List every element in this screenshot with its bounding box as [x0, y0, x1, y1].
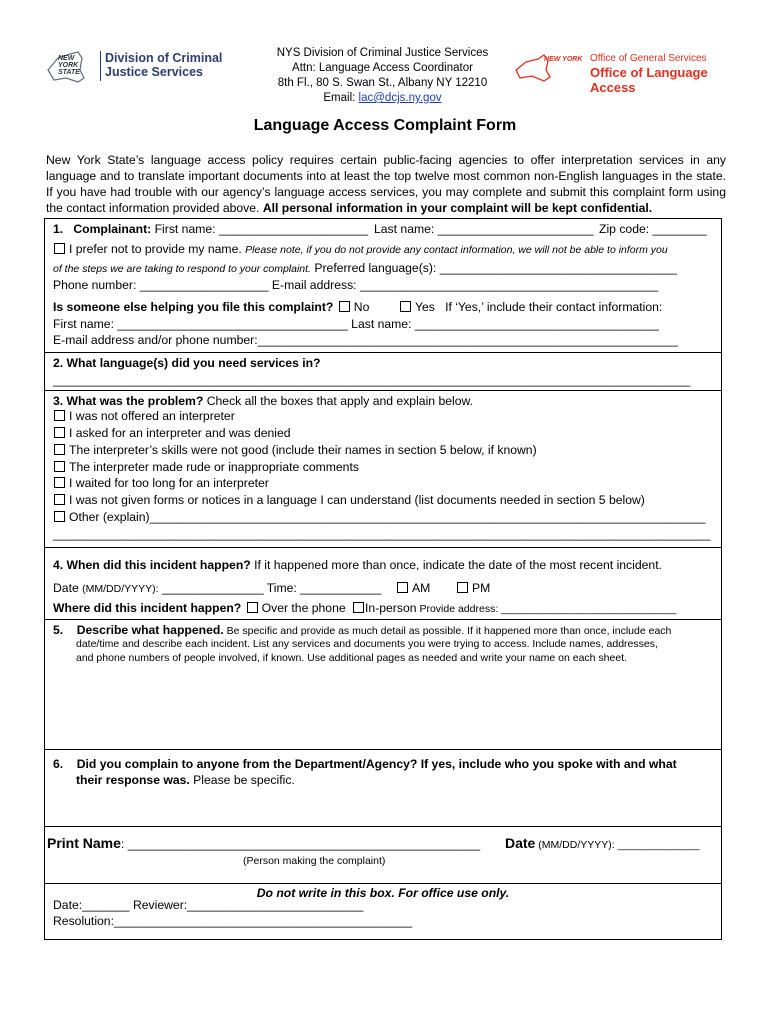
- contact-note-b: of the steps we are taking to respond to your complaint.: [53, 263, 311, 275]
- email-label: Email:: [323, 92, 359, 104]
- helper-name-field[interactable]: First name: __________________________________ Last name: ____________________________________: [53, 317, 659, 331]
- helper-yes-checkbox[interactable]: [400, 301, 411, 312]
- form-title: Language Access Complaint Form: [253, 117, 517, 134]
- address-line-3: 8th Fl., 80 S. Swan St., Albany NY 12210: [277, 77, 488, 89]
- logo-left-word-3: STATE: [58, 69, 80, 76]
- problem-checkbox-3[interactable]: [54, 444, 65, 455]
- address-field[interactable]: Provide address: ______________________________: [416, 603, 677, 615]
- email-link[interactable]: lac@dcjs.ny.gov: [358, 92, 442, 104]
- where-line: [53, 601, 676, 615]
- section-6-number: 6.: [53, 757, 64, 771]
- problem-checkbox-4[interactable]: [54, 461, 65, 472]
- problem-extra-line[interactable]: _________________________________________________________________________________________________: [53, 527, 711, 541]
- print-name-line: [47, 835, 480, 851]
- incident-date-time-field[interactable]: _______________ Time: ____________: [158, 581, 382, 595]
- logo-left-word-2: YORK: [58, 62, 79, 69]
- problem-option-4: [54, 460, 359, 474]
- section-5-text-1: Be specific and provide as much detail as possible. If it happened more than once, include each: [223, 625, 672, 637]
- section-3-line: [53, 394, 473, 408]
- problem-label-6: I was not given forms or notices in a language I can understand (list documents needed in section 5 below): [69, 493, 645, 507]
- preferred-language-field[interactable]: Preferred language(s): ___________________________________: [310, 261, 677, 275]
- incident-date-format: (MM/DD/YYYY):: [82, 583, 159, 595]
- last-name-field[interactable]: Last name: _______________________: [374, 222, 594, 236]
- problem-option-1: [54, 409, 235, 423]
- helper-question-line: [53, 300, 369, 314]
- section-6-line-2: [76, 773, 295, 787]
- section-6-bold: their response was.: [76, 773, 190, 787]
- section-2-question: 2. What language(s) did you need services in?: [53, 356, 321, 370]
- helper-yes-label: Yes: [415, 300, 435, 314]
- problem-label-3: The interpreter’s skills were not good (include their names in section 5 below, if known): [69, 443, 537, 457]
- section-5-line-1: [53, 623, 671, 637]
- problem-label-4: The interpreter made rude or inappropriate comments: [69, 460, 359, 474]
- divider-3: [44, 547, 722, 548]
- pm-option: [457, 581, 490, 595]
- print-name-label: Print Name: [47, 835, 121, 851]
- date-time-line: [53, 581, 382, 595]
- section-6-line-1: [53, 757, 677, 771]
- problem-option-2: [54, 426, 291, 440]
- helper-no-label: No: [353, 300, 370, 314]
- problem-checkbox-7[interactable]: [54, 511, 65, 522]
- language-answer-field[interactable]: ______________________________________________________________________________________________: [53, 373, 691, 387]
- section-4-instruction: If it happened more than once, indicate the date of the most recent incident.: [250, 558, 662, 572]
- divider-6: [44, 826, 722, 827]
- helper-question: Is someone else helping you file this complaint?: [53, 300, 334, 314]
- problem-option-3: [54, 443, 537, 457]
- section-5-text-3: and phone numbers of people involved, if known. Use additional pages as needed and write your name on each sheet.: [76, 652, 628, 664]
- contact-note-a: Please note, if you do not provide any contact information, we will not be able to inform you: [245, 244, 668, 256]
- section-5-number: 5.: [53, 623, 64, 637]
- pm-checkbox[interactable]: [457, 582, 468, 593]
- section-3-instruction: Check all the boxes that apply and explain below.: [203, 394, 473, 408]
- sign-date-label: Date: [505, 835, 536, 851]
- divider-4: [44, 619, 722, 620]
- section-6-question: Did you complain to anyone from the Department/Agency? If yes, include who you spoke with and what: [76, 757, 677, 771]
- logo-right-state: NEW YORK: [544, 56, 583, 63]
- logo-left-name-1: Division of Criminal: [105, 51, 223, 65]
- section-1-number: 1.: [53, 222, 64, 236]
- problem-checkbox-5[interactable]: [54, 477, 65, 488]
- logo-right-line-2: Office of Language Access: [590, 65, 708, 95]
- problem-checkbox-1[interactable]: [54, 410, 65, 421]
- sign-caption: (Person making the complaint): [243, 855, 386, 867]
- logo-divider: [100, 51, 101, 81]
- office-date-reviewer: Date:_______ Reviewer:__________________________: [53, 898, 364, 912]
- note-pref-lang-line: [53, 261, 677, 275]
- logo-left-word-1: NEW: [58, 55, 75, 62]
- divider-1: [44, 352, 722, 353]
- prefer-not-line: [54, 242, 668, 256]
- sign-date-field[interactable]: (MM/DD/YYYY): ______________: [535, 839, 700, 851]
- problem-checkbox-6[interactable]: [54, 494, 65, 505]
- helper-no-checkbox[interactable]: [339, 301, 350, 312]
- problem-option-6: [54, 493, 645, 507]
- problem-label-5: I waited for too long for an interpreter: [69, 476, 269, 490]
- divider-5: [44, 749, 722, 750]
- section-6-rest: Please be specific.: [189, 773, 295, 787]
- pm-label: PM: [472, 581, 491, 595]
- office-use-title: Do not write in this box. For office use only.: [256, 886, 510, 900]
- section-3-question: 3. What was the problem?: [53, 394, 204, 408]
- problem-option-7: [54, 510, 705, 524]
- am-label: AM: [412, 581, 431, 595]
- first-name-field[interactable]: First name: ______________________: [151, 222, 369, 236]
- in-person-label: In-person: [365, 601, 417, 615]
- address-line-2: Attn: Language Access Coordinator: [292, 62, 473, 74]
- problem-checkbox-2[interactable]: [54, 427, 65, 438]
- ogs-ola-logo: [514, 52, 739, 95]
- office-resolution: Resolution:____________________________________________: [53, 914, 413, 928]
- incident-date-label: Date: [53, 581, 83, 595]
- agency-address: [235, 46, 530, 106]
- helper-if-yes: If ‘Yes,’ include their contact information:: [445, 300, 663, 314]
- description-area[interactable]: [46, 667, 720, 747]
- helper-yes-line: [400, 300, 662, 314]
- divider-2: [44, 390, 722, 391]
- am-checkbox[interactable]: [397, 582, 408, 593]
- prefer-not-label: I prefer not to provide my name.: [69, 242, 242, 256]
- section-4-question: 4. When did this incident happen?: [53, 558, 251, 572]
- complainant-label: Complainant:: [73, 222, 152, 236]
- over-phone-label: Over the phone: [261, 601, 346, 615]
- zip-code-field[interactable]: Zip code: ________: [599, 222, 707, 236]
- intro-paragraph: [46, 152, 726, 216]
- intro-confidential: All personal information in your complaint will be kept confidential.: [262, 201, 653, 215]
- section-4-line: [53, 558, 662, 572]
- print-name-field[interactable]: : ____________________________________________________: [120, 837, 481, 851]
- sign-date-line: [505, 835, 699, 851]
- problem-label-7[interactable]: Other (explain)__________________________________________________________________________________: [69, 510, 706, 524]
- over-phone-checkbox[interactable]: [247, 602, 258, 613]
- phone-email-field[interactable]: Phone number: ___________________ E-mail address: ____________________________________________: [53, 278, 659, 292]
- section-5-text-2: date/time and describe each incident. List any services and documents you were trying to access. Include names, addresses,: [76, 638, 658, 650]
- where-question: Where did this incident happen?: [53, 601, 242, 615]
- helper-contact-field[interactable]: E-mail address and/or phone number:______________________________________________________________: [53, 333, 678, 347]
- problem-label-2: I asked for an interpreter and was denied: [69, 426, 291, 440]
- section-1-line: [53, 222, 368, 236]
- problem-label-1: I was not offered an interpreter: [69, 409, 235, 423]
- in-person-checkbox[interactable]: [353, 602, 364, 613]
- complaint-response-area[interactable]: [46, 790, 720, 824]
- problem-option-5: [54, 476, 269, 490]
- dcjs-logo: [44, 48, 234, 88]
- logo-left-name-2: Justice Services: [105, 65, 203, 79]
- prefer-not-checkbox[interactable]: [54, 243, 65, 254]
- logo-right-line-1: Office of General Services: [590, 53, 707, 64]
- address-line-1: NYS Division of Criminal Justice Services: [276, 47, 489, 59]
- am-option: [397, 581, 430, 595]
- intro-text: New York State’s language access policy requires certain public-facing agencies to offer interpretation services in any language and to translate important documents into at least the top twelve most common non-English languages in the state. If you have had trouble with our agency’s language access services, you may complete and submit this complaint form using the contact information provided above.: [46, 153, 726, 215]
- section-5-label: Describe what happened.: [76, 623, 224, 637]
